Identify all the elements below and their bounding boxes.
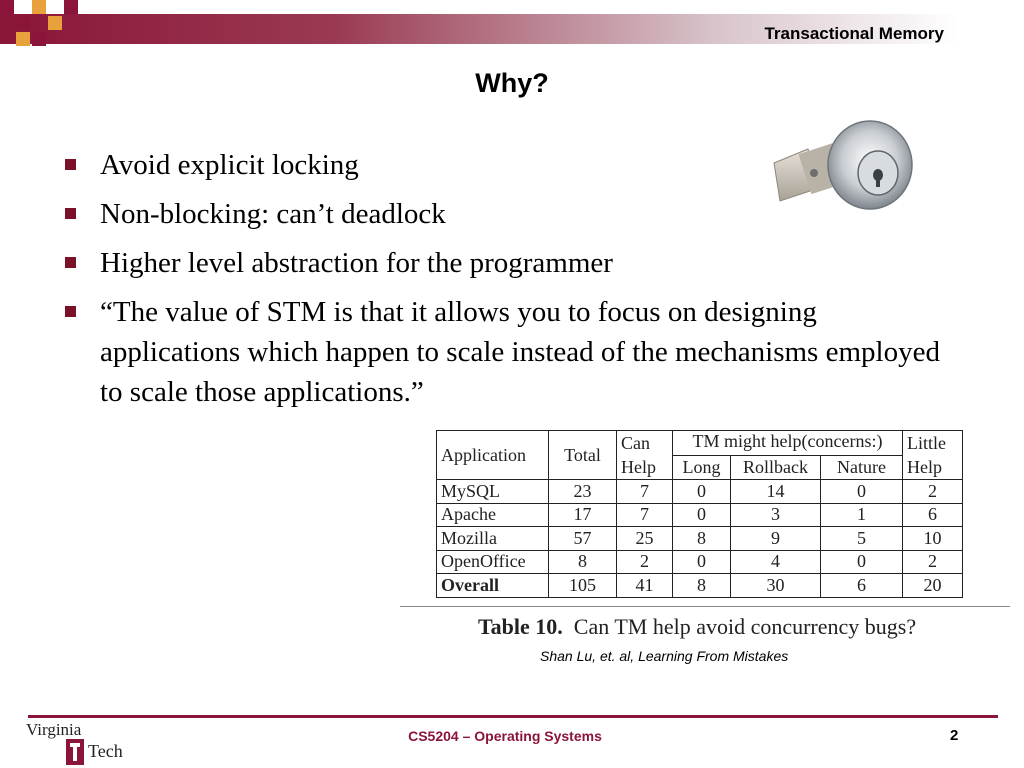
header-long: Long bbox=[673, 455, 731, 480]
cell-application: Apache bbox=[437, 503, 549, 527]
cell-little-help: 6 bbox=[903, 503, 963, 527]
square-bullet-icon bbox=[65, 208, 76, 219]
section-title: Transactional Memory bbox=[764, 24, 944, 43]
page-number: 2 bbox=[950, 727, 959, 744]
header-decor-square bbox=[48, 16, 62, 30]
cell-rollback: 4 bbox=[731, 550, 821, 574]
table-row bbox=[437, 527, 963, 551]
cell-rollback: 3 bbox=[731, 503, 821, 527]
cell-long: 8 bbox=[673, 527, 731, 551]
logo-line2: Tech bbox=[88, 741, 123, 761]
cell-application: Overall bbox=[437, 574, 549, 598]
source-citation: Shan Lu, et. al, Learning From Mistakes bbox=[540, 648, 789, 664]
cell-long: 0 bbox=[673, 550, 731, 574]
bullet-text: “The value of STM is that it allows you to focus on designing applications which happen to scale instead of the mechanisms employed to scale those applications.” bbox=[100, 296, 940, 408]
bullet-item bbox=[62, 292, 962, 412]
cell-long: 0 bbox=[673, 503, 731, 527]
cell-long: 0 bbox=[673, 480, 731, 504]
header-decor-square bbox=[32, 0, 46, 14]
table-caption bbox=[478, 614, 916, 640]
header-decor-square bbox=[32, 32, 46, 46]
header-application: Application bbox=[437, 431, 549, 480]
data-table bbox=[436, 430, 963, 598]
table-row bbox=[437, 550, 963, 574]
header-can-help: Can Help bbox=[617, 431, 673, 480]
cell-total: 17 bbox=[549, 503, 617, 527]
cell-total: 57 bbox=[549, 527, 617, 551]
cell-application: MySQL bbox=[437, 480, 549, 504]
bullet-text: Higher level abstraction for the programmer bbox=[100, 247, 613, 279]
header-little-help: Little Help bbox=[903, 431, 963, 480]
cell-little-help: 10 bbox=[903, 527, 963, 551]
footer-divider bbox=[28, 715, 998, 718]
table-row bbox=[437, 503, 963, 527]
header-tm-might-help: TM might help(concerns:) bbox=[673, 431, 903, 456]
table-container bbox=[436, 430, 970, 598]
slide-title: Why? bbox=[475, 68, 549, 98]
caption-divider bbox=[400, 606, 1010, 607]
header-decor-square bbox=[16, 32, 30, 46]
bullet-text: Non-blocking: can’t deadlock bbox=[100, 198, 446, 230]
cell-nature: 0 bbox=[821, 550, 903, 574]
header-rollback: Rollback bbox=[731, 455, 821, 480]
table-caption-text: Can TM help avoid concurrency bugs? bbox=[573, 614, 917, 639]
cell-rollback: 30 bbox=[731, 574, 821, 598]
square-bullet-icon bbox=[65, 257, 76, 268]
cell-can-help: 7 bbox=[617, 480, 673, 504]
cell-application: OpenOffice bbox=[437, 550, 549, 574]
bullet-item bbox=[62, 243, 962, 283]
cell-can-help: 7 bbox=[617, 503, 673, 527]
table-header-row bbox=[437, 431, 963, 456]
cell-nature: 5 bbox=[821, 527, 903, 551]
cell-long: 8 bbox=[673, 574, 731, 598]
cell-nature: 0 bbox=[821, 480, 903, 504]
cell-rollback: 9 bbox=[731, 527, 821, 551]
cell-can-help: 41 bbox=[617, 574, 673, 598]
cell-nature: 6 bbox=[821, 574, 903, 598]
deadbolt-lock-image bbox=[766, 105, 916, 225]
table-row bbox=[437, 480, 963, 504]
square-bullet-icon bbox=[65, 306, 76, 317]
cell-can-help: 2 bbox=[617, 550, 673, 574]
cell-little-help: 2 bbox=[903, 550, 963, 574]
logo-line1: Virginia bbox=[26, 720, 82, 739]
cell-nature: 1 bbox=[821, 503, 903, 527]
square-bullet-icon bbox=[65, 159, 76, 170]
table-caption-label: Table 10. bbox=[478, 614, 563, 639]
footer-course-title: CS5204 – Operating Systems bbox=[408, 728, 602, 744]
cell-rollback: 14 bbox=[731, 480, 821, 504]
header-decor-square bbox=[64, 0, 78, 14]
header-decor-square bbox=[0, 0, 14, 14]
cell-total: 23 bbox=[549, 480, 617, 504]
cell-can-help: 25 bbox=[617, 527, 673, 551]
cell-application: Mozilla bbox=[437, 527, 549, 551]
bullet-text: Avoid explicit locking bbox=[100, 149, 359, 181]
cell-total: 105 bbox=[549, 574, 617, 598]
header-total: Total bbox=[549, 431, 617, 480]
header-decor-square bbox=[16, 16, 30, 30]
table-row-overall bbox=[437, 574, 963, 598]
header-nature: Nature bbox=[821, 455, 903, 480]
cell-little-help: 20 bbox=[903, 574, 963, 598]
cell-little-help: 2 bbox=[903, 480, 963, 504]
cell-total: 8 bbox=[549, 550, 617, 574]
